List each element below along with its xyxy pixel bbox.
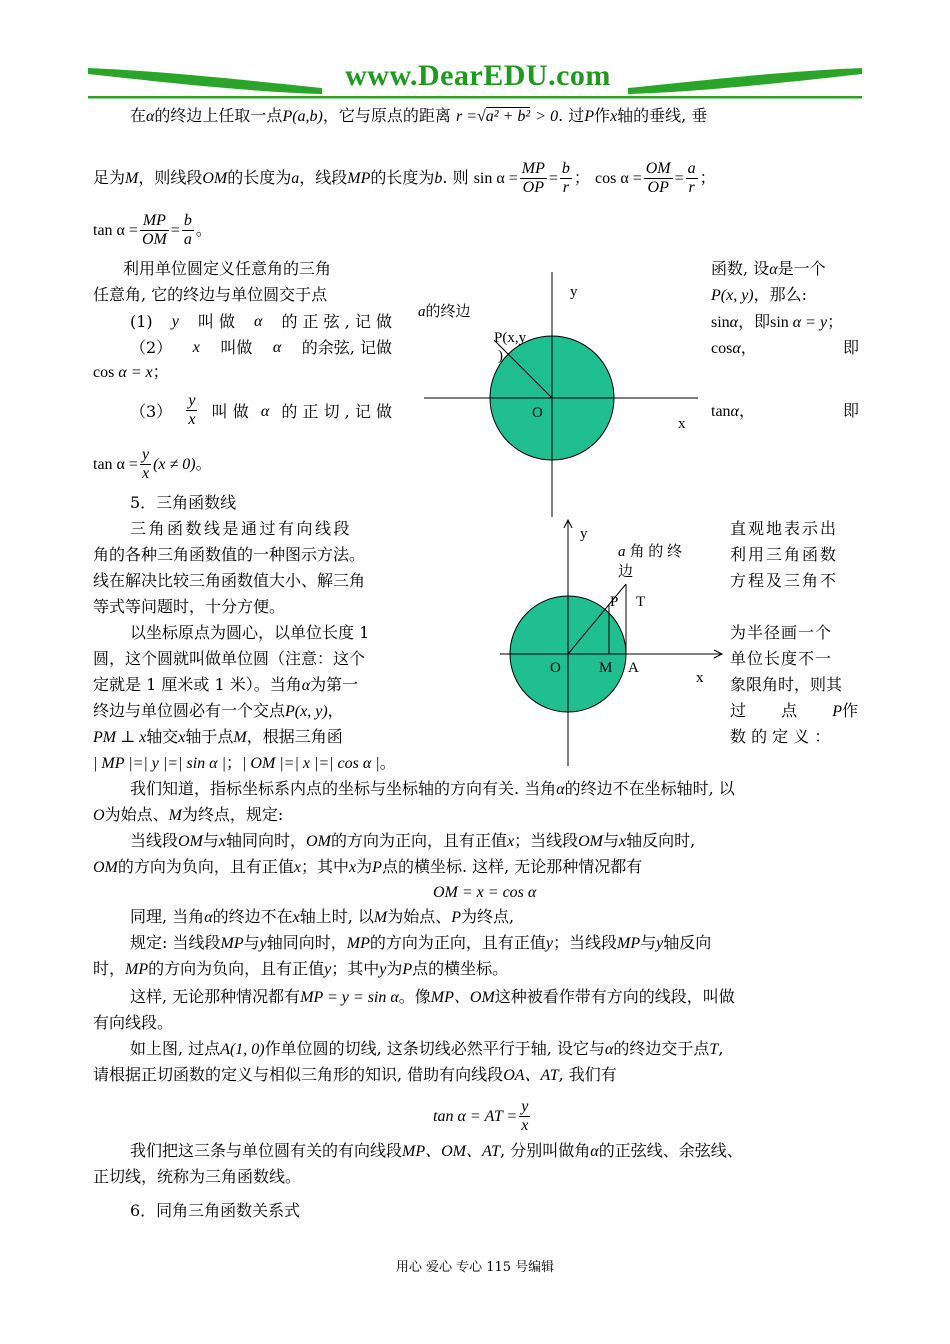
- math: OM: [202, 170, 228, 187]
- body-p7-l1: 我们把这三条与单位圆有关的有向线段MP、OM、AT, 分别叫做角α的正弦线、余弦线、: [130, 1141, 743, 1160]
- s4-row7-left: tan α = $\frac{y}{x}$ (x ≠ 0)。: [93, 446, 212, 482]
- s4-row6-left: （3） $\frac{y}{x}$ 叫 做 α 的 正 切 , 记 做: [130, 392, 392, 428]
- s4-row3-left: (1) y 叫 做 α 的 正 弦 , 记 做: [130, 312, 392, 331]
- terminal-label: a 角 的 终: [618, 544, 683, 560]
- s4-row4-left: （2） x 叫做 α 的余弦, 记做: [130, 338, 392, 357]
- body-p6-l2: 请根据正切函数的定义与相似三角形的知识, 借助有向线段OA、AT, 我们有: [93, 1065, 617, 1084]
- sqrt-symbol: √: [477, 108, 486, 125]
- header-swoosh-left: [88, 68, 322, 94]
- s5-l8-left: 终边与单位圆必有一个交点P(x, y)，: [93, 701, 344, 720]
- s5-l3-right: 方程及三角不: [730, 571, 839, 590]
- text: 的长度为: [227, 168, 292, 187]
- text: ，则线段: [138, 168, 203, 187]
- s5-l7-right: 象限角时，则其: [730, 675, 843, 694]
- math: cos α =: [595, 170, 642, 187]
- fraction: $\frac{OM}{OP}$: [645, 160, 671, 196]
- text: ；: [573, 168, 590, 187]
- s5-title: 5．三角函数线: [130, 493, 237, 512]
- y-axis-label: y: [570, 284, 578, 300]
- body-p3: 同理, 当角α的终边不在x轴上时, 以M为始点、P为终点,: [130, 907, 515, 926]
- text: ，线段: [299, 168, 348, 187]
- s4-row5-left: cos α = x；: [93, 362, 169, 381]
- math: P: [584, 108, 595, 125]
- body-p4-l2: 时，MP的方向为负向，且有正值y；其中y为P点的横坐标。: [93, 959, 509, 978]
- unit-circle-diagram-2: [500, 518, 730, 768]
- text: 的长度为: [370, 168, 435, 187]
- math: M: [125, 170, 139, 187]
- para1-line1: [130, 105, 707, 128]
- text: 的终边上任取一点: [154, 106, 283, 125]
- text: . 则: [442, 168, 469, 187]
- math: x: [610, 108, 618, 125]
- s5-l2-left: 角的各种三角函数值的一种图示方法。: [93, 545, 366, 564]
- s4-row4-right: cosα， 即: [711, 338, 859, 357]
- s5-l8-right: 过 点 P作: [730, 701, 858, 720]
- s4-row1-right: 函数, 设α是一个: [711, 259, 826, 278]
- body-p4-l1: 规定: 当线段MP与y轴同向时，MP的方向为正向，且有正值y；当线段MP与y轴反向: [130, 933, 712, 952]
- section6-title: 6．同角三角函数关系式: [130, 1201, 301, 1220]
- point-m-label: M: [599, 660, 613, 676]
- s5-l2-right: 利用三角函数: [730, 545, 839, 564]
- header-rule: [88, 96, 862, 99]
- text: 在: [130, 106, 147, 125]
- body-p1-l1: 我们知道，指标坐标系内点的坐标与坐标轴的方向有关. 当角α的终边不在坐标轴时, 以: [130, 779, 735, 798]
- s5-l5-left: 以坐标原点为圆心，以单位长度 1: [130, 623, 370, 642]
- point-p-label-2: ): [498, 348, 503, 364]
- s4-row6-right: tanα， 即: [711, 401, 859, 420]
- math: =: [548, 170, 558, 187]
- s4-row2-right: P(x, y)，那么:: [711, 285, 808, 304]
- s5-l9-left: PM ⊥ x轴交x轴于点M，根据三角函: [93, 727, 343, 746]
- equation-tan-at: tan α = AT = $\frac{y}{x}$: [433, 1098, 529, 1134]
- math: sin α =: [473, 170, 518, 187]
- fraction: $\frac{b}{r}$: [561, 160, 570, 196]
- s5-l3-left: 线在解决比较三角函数值大小、解三角: [93, 571, 366, 590]
- math: a: [291, 170, 300, 187]
- math: P(a,b): [282, 108, 323, 125]
- math: MP: [347, 170, 371, 187]
- header-swoosh-right: [628, 68, 862, 94]
- site-logo: www.DearEDU.com: [345, 59, 611, 92]
- text: ；: [699, 168, 716, 187]
- para1-line2: [93, 158, 716, 199]
- s4-row1-left: 利用单位圆定义任意角的三角: [123, 259, 332, 278]
- point-p-label: P: [610, 594, 619, 610]
- body-p7-l2: 正切线，统称为三角函数线。: [93, 1167, 302, 1186]
- origin-label: O: [550, 660, 561, 676]
- y-axis-label: y: [580, 526, 588, 542]
- math: =: [170, 222, 180, 239]
- fraction: $\frac{b}{a}$: [183, 212, 192, 248]
- math: α: [146, 108, 155, 125]
- s4-row3-right: sinα，即sin α = y；: [711, 312, 844, 331]
- body-p5-l1: 这样, 无论那种情况都有MP = y = sin α。像MP、OM这种被看作带有方向的线段，叫做: [130, 987, 735, 1006]
- math: a² + b²: [485, 108, 531, 125]
- s5-l7-left: 定就是 1 厘米或 1 米）。当角α为第一: [93, 675, 359, 694]
- unit-circle-diagram-1: [410, 262, 700, 522]
- text: . 过: [558, 106, 585, 125]
- point-t-label: T: [636, 594, 646, 610]
- terminal-label: a的终边: [418, 304, 471, 320]
- math: =: [674, 170, 684, 187]
- x-axis-label: x: [696, 670, 704, 686]
- s5-l6-right: 单位长度不一: [730, 649, 833, 668]
- point-p-label: P(x,y: [494, 330, 527, 346]
- s5-l1-left: 三角函数线是通过有向线段: [130, 519, 353, 538]
- s5-l6-left: 圆，这个圆就叫做单位圆（注意：这个: [93, 649, 366, 668]
- point-a-label: A: [628, 660, 639, 676]
- math: > 0: [535, 108, 559, 125]
- body-p6-l1: 如上图, 过点A(1, 0)作单位圆的切线, 这条切线必然平行于轴, 设它与α的终边交于点T,: [130, 1039, 724, 1058]
- body-p2-l2: OM的方向为负向，且有正值x；其中x为P点的横坐标. 这样, 无论那种情况都有: [93, 857, 643, 876]
- x-axis-label: x: [678, 416, 686, 432]
- s5-l1-right: 直观地表示出: [730, 519, 839, 538]
- body-p1-l2: O为始点、M为终点，规定:: [93, 805, 284, 824]
- equation-om: OM = x = cos α: [433, 884, 537, 901]
- text: ，它与原点的距离: [322, 106, 451, 125]
- s5-l9-right: 数 的 定 义 ：: [730, 727, 831, 746]
- math: b: [434, 170, 443, 187]
- fraction: $\frac{a}{r}$: [687, 160, 696, 196]
- text: 足为: [93, 168, 126, 187]
- terminal-label-2: 边: [618, 564, 634, 580]
- body-p5-l2: 有向线段。: [93, 1013, 174, 1032]
- s5-l5-right: 为半径画一个: [730, 623, 833, 642]
- origin-label: O: [532, 405, 543, 421]
- text: 。: [195, 220, 212, 239]
- s5-l4-left: 等式等问题时，十分方便。: [93, 597, 286, 616]
- math: r =: [455, 108, 478, 125]
- fraction: $\frac{MP}{OM}$: [141, 212, 167, 248]
- body-p2-l1: 当线段OM与x轴同向时，OM的方向为正向，且有正值x；当线段OM与x轴反向时,: [130, 831, 696, 850]
- page-footer: 用心 爱心 专心 115 号编辑: [395, 1260, 555, 1275]
- s5-l10-left: | MP |=| y |=| sin α |；| OM |=| x |=| cos α |。: [93, 753, 396, 772]
- math: tan α =: [93, 222, 138, 239]
- text: 轴的垂线, 垂: [617, 106, 708, 125]
- para1-line3: [93, 210, 212, 251]
- text: 作: [594, 106, 611, 125]
- fraction: $\frac{MP}{OP}$: [521, 160, 545, 196]
- s4-row2-left: 任意角, 它的终边与单位圆交于点: [93, 285, 328, 304]
